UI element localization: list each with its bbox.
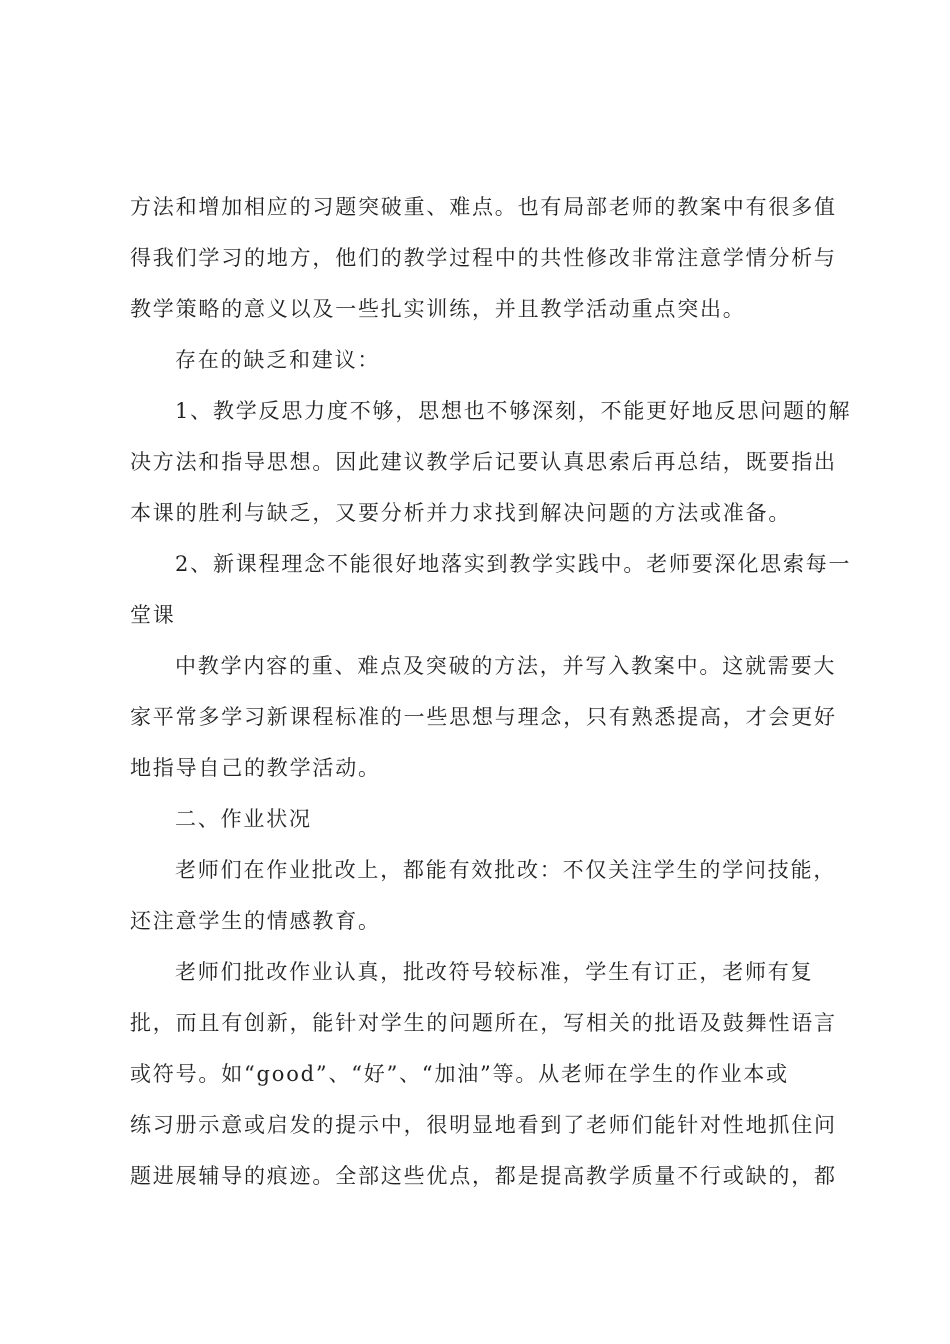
text-line: 得我们学习的地方，他们的教学过程中的共性修改非常注意学情分析与 — [130, 246, 837, 270]
text-line: 教学策略的意义以及一些扎实训练，并且教学活动重点突出。 — [130, 297, 746, 321]
text-line: 堂课 — [130, 603, 176, 627]
text-line: 方法和增加相应的习题突破重、难点。也有局部老师的教案中有很多值 — [130, 195, 837, 219]
text-line: 中教学内容的重、难点及突破的方法，并写入教案中。这就需要大 — [175, 654, 837, 678]
text-line: 决方法和指导思想。因此建议教学后记要认真思索后再总结，既要指出 — [130, 450, 837, 474]
text-line: 老师们在作业批改上，都能有效批改：不仅关注学生的学问技能， — [175, 858, 837, 882]
text-line: 1、教学反思力度不够，思想也不够深刻，不能更好地反思问题的解 — [175, 399, 852, 423]
text-line: 练习册示意或启发的提示中，很明显地看到了老师们能针对性地抓住问 — [130, 1113, 837, 1137]
text-line: 题进展辅导的痕迹。全部这些优点，都是提高教学质量不行或缺的，都 — [130, 1164, 837, 1188]
text-line: 2、新课程理念不能很好地落实到教学实践中。老师要深化思索每一 — [175, 552, 852, 576]
section-heading: 二、作业状况 — [175, 807, 312, 831]
text-line: 本课的胜利与缺乏，又要分析并力求找到解决问题的方法或准备。 — [130, 501, 792, 525]
text-line: 地指导自己的教学活动。 — [130, 756, 381, 780]
text-line: 还注意学生的情感教育。 — [130, 909, 381, 933]
text-line: 家平常多学习新课程标准的一些思想与理念，只有熟悉提高，才会更好 — [130, 705, 837, 729]
text-line: 老师们批改作业认真，批改符号较标准，学生有订正，老师有复 — [175, 960, 814, 984]
text-line: 或符号。如“good”、“好”、“加油”等。从老师在学生的作业本或 — [130, 1062, 789, 1086]
text-line: 批，而且有创新，能针对学生的问题所在，写相关的批语及鼓舞性语言 — [130, 1011, 837, 1035]
section-heading: 存在的缺乏和建议： — [175, 348, 381, 372]
